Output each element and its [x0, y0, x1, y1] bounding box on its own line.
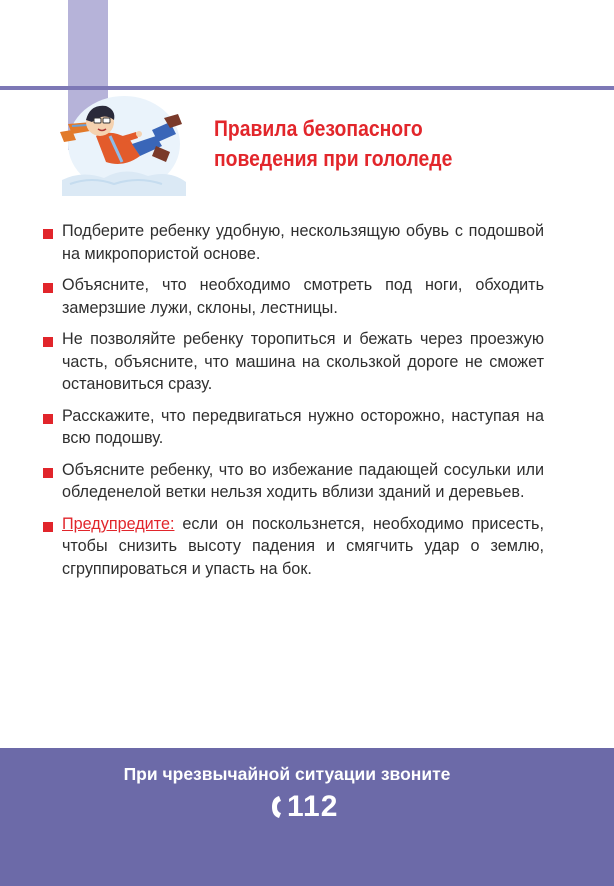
rule-item-3	[42, 328, 544, 396]
phone-number: 112	[287, 790, 339, 823]
rule-text: Не позволяйте ребенку торопиться и бежать через проезжую часть, объясните, что машина на скользкой дороге не сможет остановиться сразу.	[62, 330, 544, 393]
rule-item-6	[42, 513, 544, 581]
bullet-square-icon	[43, 337, 53, 347]
rules-list	[42, 220, 544, 589]
header-rule	[0, 86, 614, 90]
rule-item-2	[42, 274, 544, 319]
emergency-phone	[268, 789, 338, 825]
child-slipping-illustration	[52, 92, 192, 196]
bullet-square-icon	[43, 522, 53, 532]
rule-text: Расскажите, что передвигаться нужно осторожно, наступая на всю подошву.	[62, 406, 544, 447]
rule-item-1	[42, 220, 544, 265]
bullet-square-icon	[43, 283, 53, 293]
rule-text: если он поскользнется, необходимо присесть, чтобы снизить высоту падения и смягчить удар о землю, сгруппироваться и упасть на бок.	[62, 514, 544, 578]
rule-lead-warning: Предупредите:	[62, 514, 175, 533]
title-line-2: поведения при гололеде	[214, 146, 453, 171]
rule-text: Подберите ребенку удобную, нескользящую обувь с подошвой на микропористой основе.	[62, 222, 544, 263]
page-title	[214, 114, 541, 174]
rule-text: Объясните ребенку, что во избежание падающей сосульки или обледенелой ветки нельзя ходить вблизи зданий и деревьев.	[62, 460, 544, 501]
bullet-square-icon	[43, 468, 53, 478]
title-line-1: Правила безопасного	[214, 116, 423, 141]
rule-text: Объясните, что необходимо смотреть под ноги, обходить замерзшие лужи, склоны, лестницы.	[62, 276, 544, 317]
bullet-square-icon	[43, 414, 53, 424]
bullet-square-icon	[43, 229, 53, 239]
rule-item-5	[42, 459, 544, 504]
emergency-text: При чрезвычайной ситуации звоните	[123, 764, 451, 784]
rule-item-4	[42, 405, 544, 450]
phone-handset-icon	[268, 794, 284, 820]
